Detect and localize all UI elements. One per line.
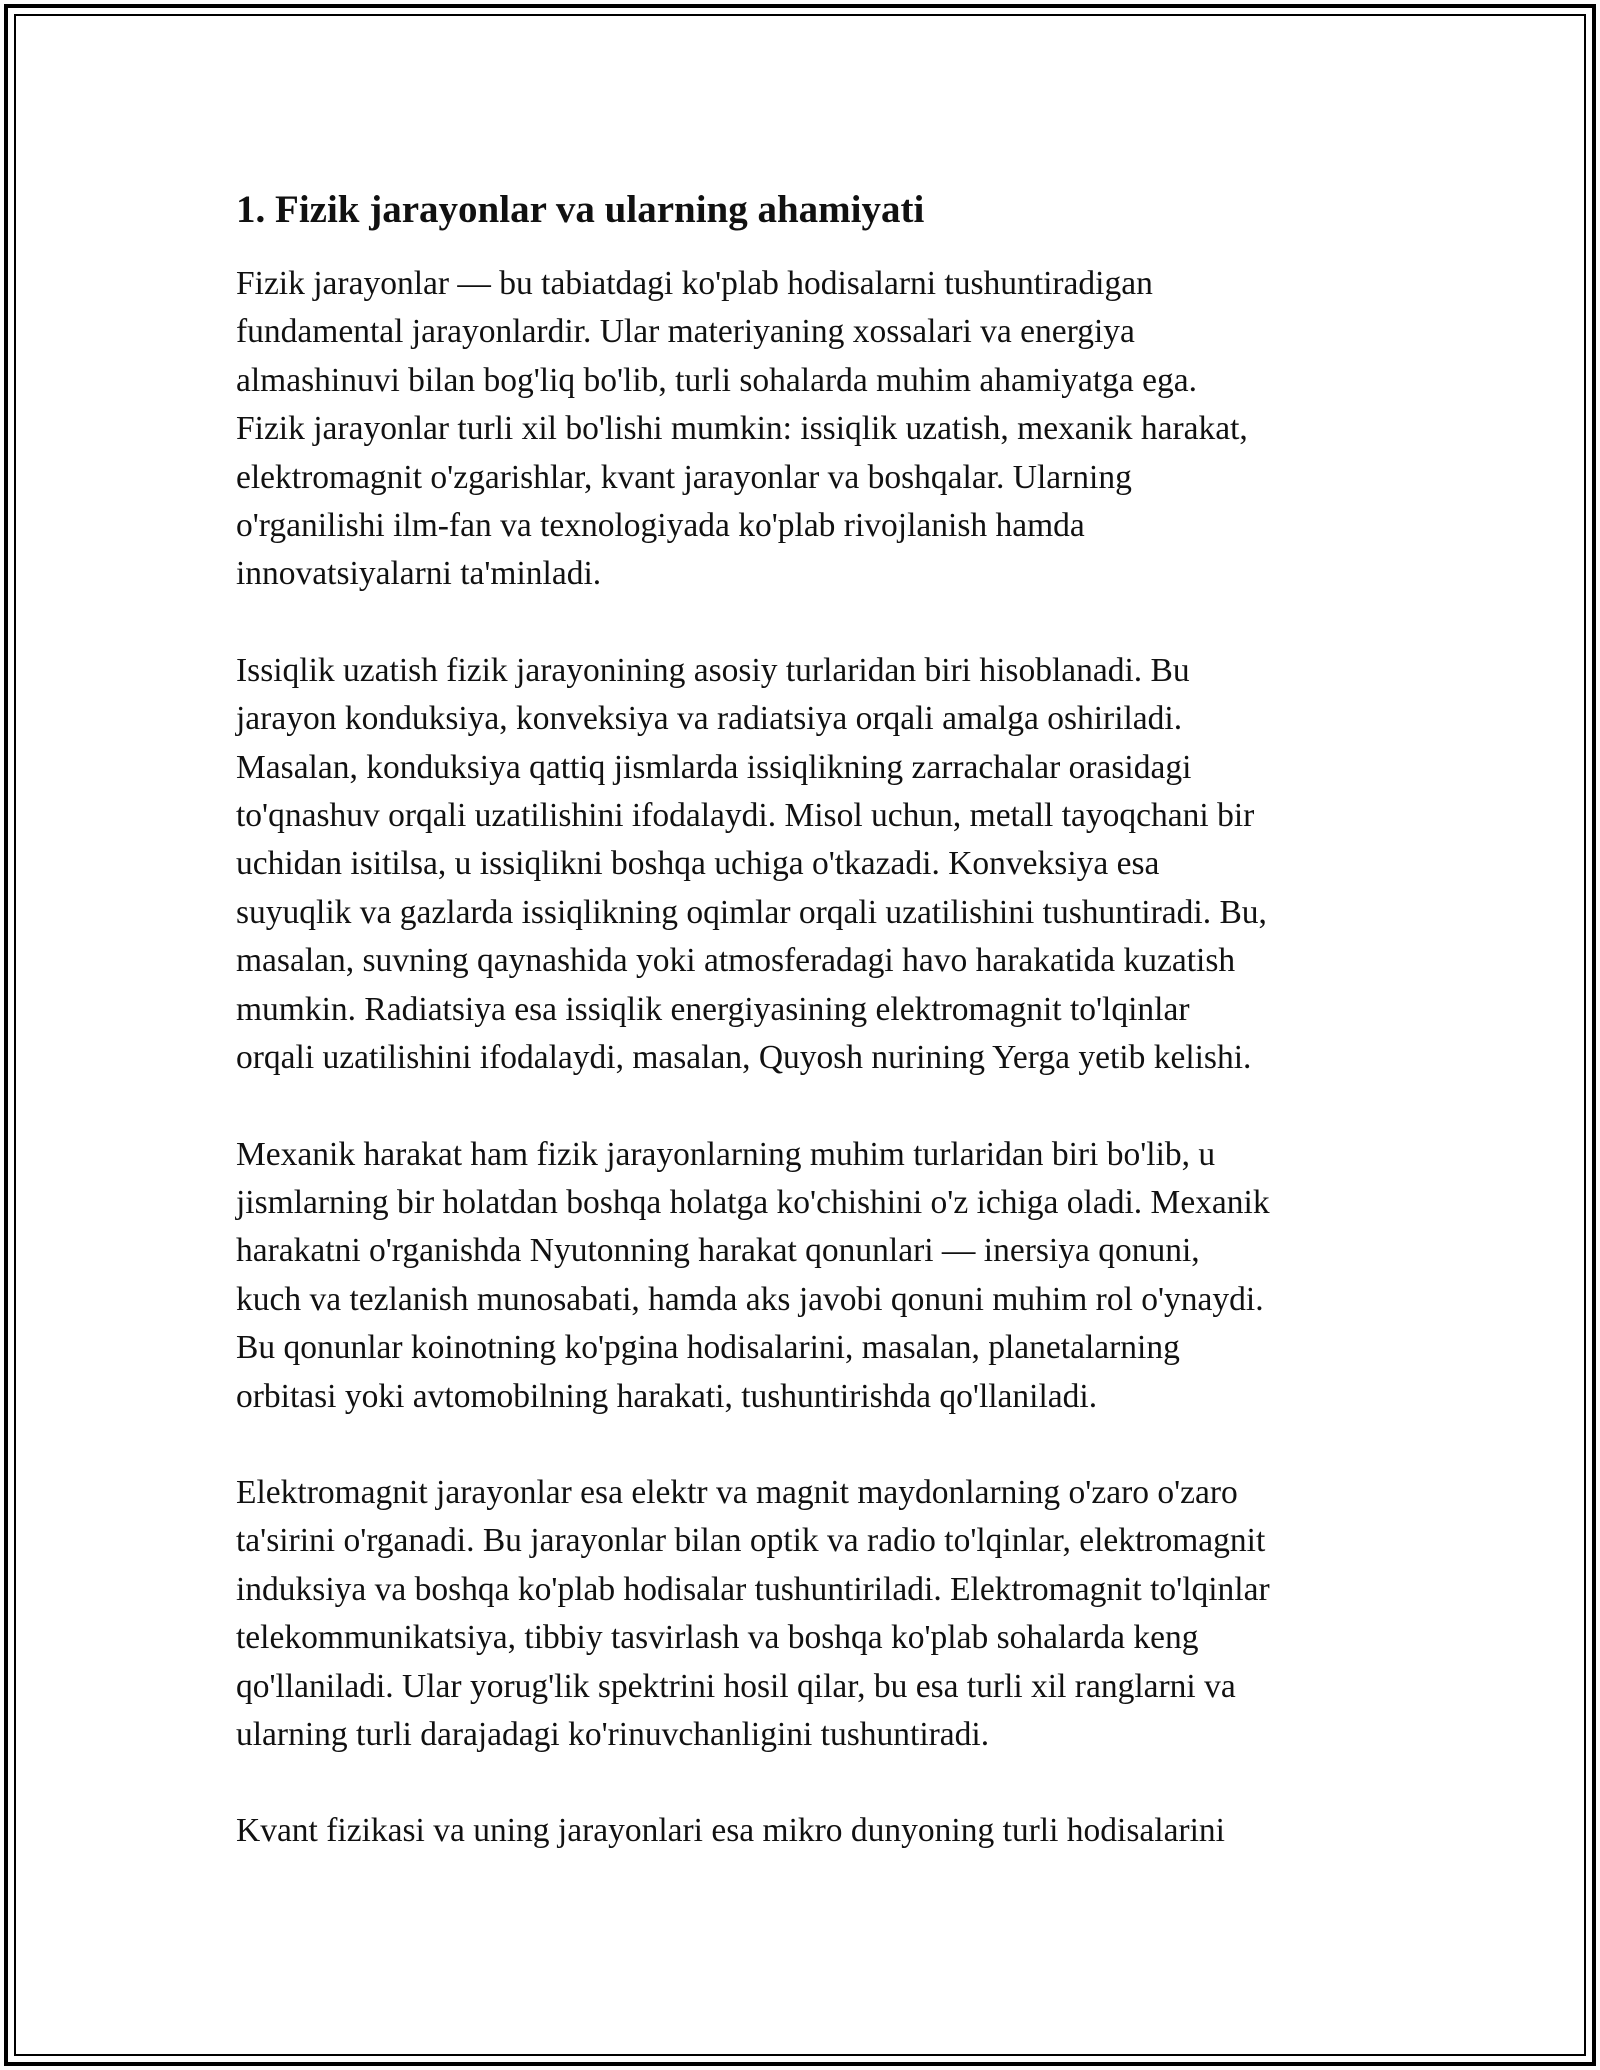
text-line: innovatsiyalarni ta'minladi.	[236, 555, 602, 593]
text-line: Masalan, konduksiya qattiq jismlarda issiqlikning zarrachalar orasidagi	[236, 748, 1192, 786]
text-line: Kvant fizikasi va uning jarayonlari esa mikro dunyoning turli hodisalarini	[236, 1812, 1225, 1850]
text-line: elektromagnit o'zgarishlar, kvant jarayonlar va boshqalar. Ularning	[236, 458, 1132, 496]
text-line: orbitasi yoki avtomobilning harakati, tushuntirishda qo'llaniladi.	[236, 1377, 1098, 1415]
text-line: ularning turli darajadagi ko'rinuvchanligini tushuntiradi.	[236, 1715, 990, 1753]
text-line: jismlarning bir holatdan boshqa holatga ko'chishini o'z ichiga oladi. Mexanik	[236, 1183, 1270, 1221]
text-line: harakatni o'rganishda Nyutonning harakat qonunlari — inersiya qonuni,	[236, 1232, 1200, 1270]
text-line: mumkin. Radiatsiya esa issiqlik energiyasining elektromagnit to'lqinlar	[236, 990, 1190, 1028]
text-line: telekommunikatsiya, tibbiy tasvirlash va boshqa ko'plab sohalarda keng	[236, 1619, 1199, 1657]
text-line: Fizik jarayonlar — bu tabiatdagi ko'plab hodisalarni tushuntiradigan	[236, 265, 1153, 302]
text-line: Bu qonunlar koinotning ko'pgina hodisalarini, masalan, planetalarning	[236, 1329, 1180, 1367]
text-line: Mexanik harakat ham fizik jarayonlarning muhim turlaridan biri bo'lib, u	[236, 1135, 1216, 1173]
paragraph-heat-transfer	[236, 647, 1396, 1083]
text-line: Elektromagnit jarayonlar esa elektr va magnit maydonlarning o'zaro o'zaro	[236, 1473, 1238, 1511]
text-line: induksiya va boshqa ko'plab hodisalar tushuntiriladi. Elektromagnit to'lqinlar	[236, 1570, 1270, 1608]
text-line: kuch va tezlanish munosabati, hamda aks javobi qonuni muhim rol o'ynaydi.	[236, 1280, 1264, 1318]
text-line: orqali uzatilishini ifodalaydi, masalan, Quyosh nurining Yerga yetib kelishi.	[236, 1039, 1252, 1077]
text-line: jarayon konduksiya, konveksiya va radiatsiya orqali amalga oshiriladi.	[236, 700, 1183, 738]
section-heading: 1. Fizik jarayonlar va ularning ahamiyati	[236, 188, 925, 231]
text-line: ta'sirini o'rganadi. Bu jarayonlar bilan optik va radio to'lqinlar, elektromagnit	[236, 1522, 1266, 1560]
document-body	[236, 186, 1396, 1904]
text-line: fundamental jarayonlardir. Ular materiyaning xossalari va energiya	[236, 313, 1135, 351]
text-line: uchidan isitilsa, u issiqlikni boshqa uchiga o'tkazadi. Konveksiya esa	[236, 845, 1160, 883]
paragraph-physical-processes	[236, 260, 1396, 599]
text-line: qo'llaniladi. Ular yorug'lik spektrini hosil qilar, bu esa turli xil ranglarni va	[236, 1667, 1236, 1705]
paragraph-electromagnetic	[236, 1469, 1396, 1759]
text-line: o'rganilishi ilm-fan va texnologiyada ko'plab rivojlanish hamda	[236, 507, 1085, 545]
text-line: suyuqlik va gazlarda issiqlikning oqimlar orqali uzatilishini tushuntiradi. Bu,	[236, 893, 1267, 931]
text-line: masalan, suvning qaynashida yoki atmosferadagi havo harakatida kuzatish	[236, 942, 1236, 980]
text-line: Issiqlik uzatish fizik jarayonining asosiy turlaridan biri hisoblanadi. Bu	[236, 651, 1190, 689]
text-line: almashinuvi bilan bog'liq bo'lib, turli sohalarda muhim ahamiyatga ega.	[236, 361, 1198, 399]
text-line: Fizik jarayonlar turli xil bo'lishi mumkin: issiqlik uzatish, mexanik harakat,	[236, 410, 1248, 448]
paragraph-quantum	[236, 1807, 1396, 1855]
text-line: to'qnashuv orqali uzatilishini ifodalaydi. Misol uchun, metall tayoqchani bir	[236, 797, 1255, 835]
paragraph-mechanical-motion	[236, 1131, 1396, 1421]
